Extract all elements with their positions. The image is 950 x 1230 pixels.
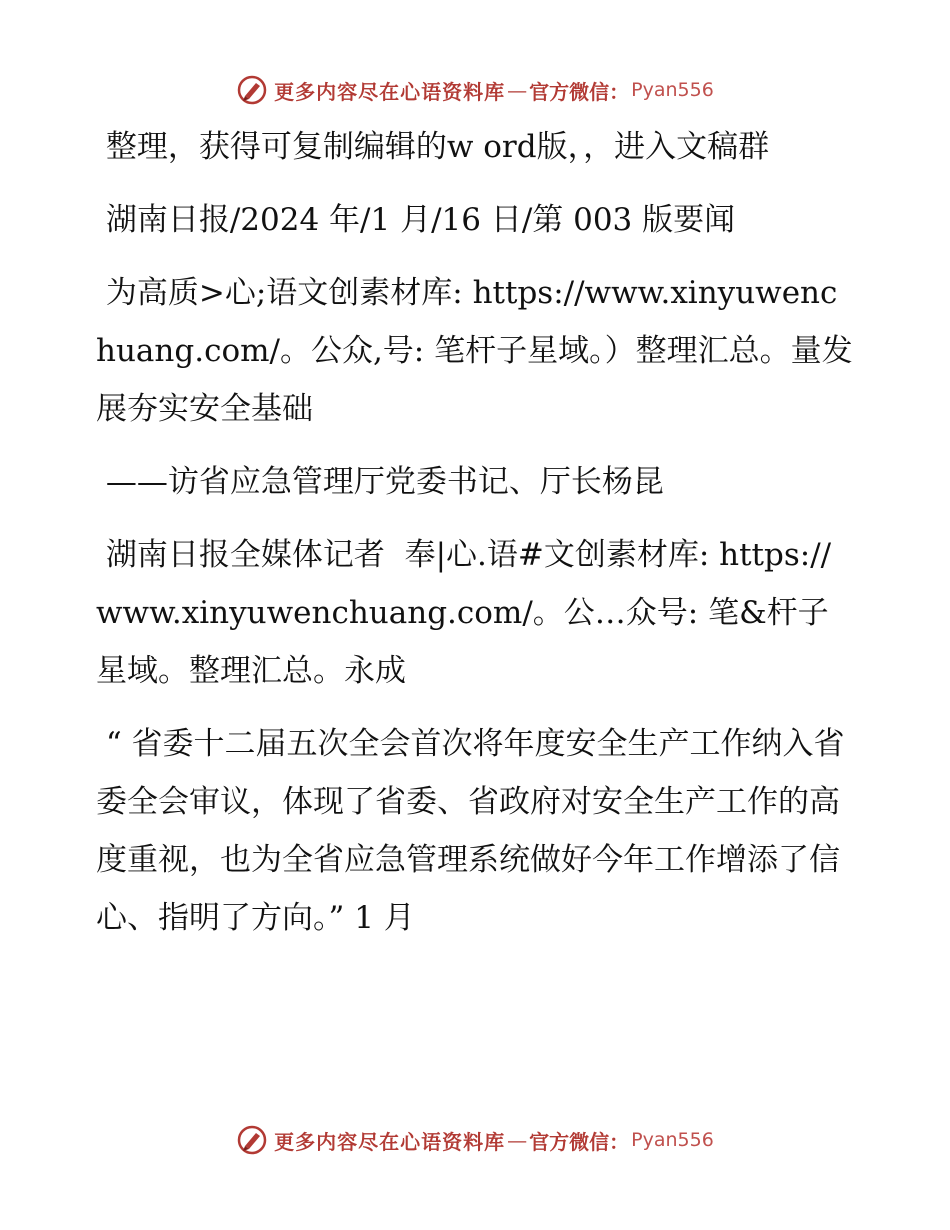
banner-separator: — (507, 78, 528, 102)
pen-logo-icon (236, 74, 268, 106)
footer-official-label: 官方微信： (529, 1129, 630, 1154)
footer-account-id: Pyan556 (631, 1129, 714, 1151)
paragraph-byline: 湖南日报全媒体记者 奉|心.语#文创素材库: https://www.xinyuwenchuang.com/。公…众号: 笔&杆子星域。整理汇总。永成 (96, 537, 832, 689)
header-banner (0, 70, 950, 110)
document-body (96, 118, 856, 947)
paragraph-subheadline: ——访省应急管理厅党委书记、厅长杨昆 (96, 464, 664, 500)
paragraph-source: 湖南日报/2024 年/1 月/16 日/第 003 版要闻 (96, 202, 736, 238)
footer-separator: — (507, 1128, 528, 1152)
footer-banner (0, 1120, 950, 1160)
paragraph-intro: 整理，获得可复制编辑的w ord版，，进入文稿群 (96, 129, 770, 165)
banner-slogan: 更多内容尽在心语资料库 (274, 79, 506, 104)
footer-slogan: 更多内容尽在心语资料库 (274, 1129, 506, 1154)
banner-account-id: Pyan556 (631, 79, 714, 101)
paragraph-headline: 为高质>心;语文创素材库: https://www.xinyuwenchuang.com/。公众,号: 笔杆子星域。）整理汇总。量发展夯实安全基础 (96, 275, 853, 427)
paragraph-body: “ 省委十二届五次全会首次将年度安全生产工作纳入省委全会审议，体现了省委、省政府对安全生产工作的高度重视，也为全省应急管理系统做好今年工作增添了信心、指明了方向。” 1 月 (96, 726, 845, 936)
banner-official-label: 官方微信： (529, 79, 630, 104)
pen-logo-icon (236, 1124, 268, 1156)
